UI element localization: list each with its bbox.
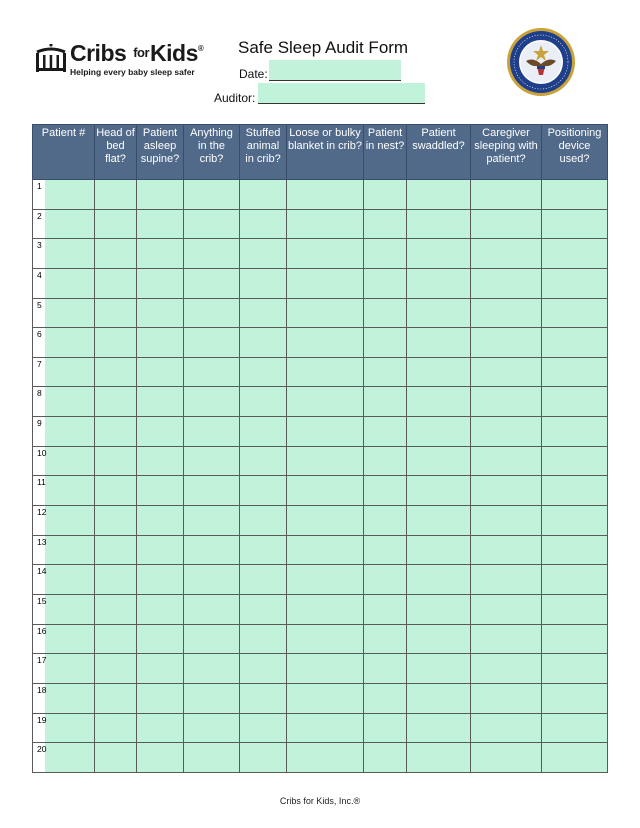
patient-number-field[interactable] [45,476,94,505]
patient-number-field[interactable] [45,417,94,446]
audit-answer-field[interactable] [471,683,542,713]
table-row [33,239,608,269]
audit-answer-field[interactable] [364,298,407,328]
audit-answer-field[interactable] [542,268,608,298]
patient-number-field[interactable] [45,536,94,565]
patient-number-cell[interactable] [33,476,95,506]
audit-answer-field[interactable] [407,506,471,536]
audit-answer-field[interactable] [471,476,542,506]
form-title: Safe Sleep Audit Form [238,38,409,57]
audit-answer-field[interactable] [287,209,364,239]
audit-answer-field[interactable] [137,535,184,565]
patient-number-field[interactable] [45,269,94,298]
table-row [33,594,608,624]
audit-answer-field[interactable] [542,713,608,743]
audit-answer-field[interactable] [184,713,240,743]
audit-answer-field[interactable] [542,180,608,210]
audit-answer-field[interactable] [95,506,137,536]
audit-answer-field[interactable] [287,180,364,210]
audit-answer-field[interactable] [184,239,240,269]
audit-answer-field[interactable] [471,328,542,358]
audit-answer-field[interactable] [407,743,471,773]
audit-answer-field[interactable] [240,683,287,713]
table-row [33,743,608,773]
patient-number-cell[interactable] [33,654,95,684]
audit-answer-field[interactable] [137,328,184,358]
audit-answer-field[interactable] [137,298,184,328]
audit-answer-field[interactable] [471,387,542,417]
audit-answer-field[interactable] [240,446,287,476]
audit-answer-field[interactable] [95,417,137,447]
audit-answer-field[interactable] [287,565,364,595]
audit-answer-field[interactable] [137,713,184,743]
audit-answer-field[interactable] [542,298,608,328]
footer-copyright: Cribs for Kids, Inc.® [279,796,361,806]
audit-answer-field[interactable] [95,683,137,713]
patient-number: 9 [37,418,42,429]
audit-answer-field[interactable] [542,446,608,476]
audit-answer-field[interactable] [287,535,364,565]
patient-number-field[interactable] [45,299,94,328]
column-header: Anything in the crib? [184,125,240,180]
patient-number-field[interactable] [45,595,94,624]
audit-answer-field[interactable] [184,180,240,210]
audit-answer-field[interactable] [471,239,542,269]
audit-answer-field[interactable] [407,713,471,743]
patient-number-field[interactable] [45,328,94,357]
audit-answer-field[interactable] [184,743,240,773]
audit-answer-field[interactable] [137,683,184,713]
audit-answer-field[interactable] [471,357,542,387]
audit-answer-field[interactable] [287,298,364,328]
audit-answer-field[interactable] [240,298,287,328]
table-row [33,357,608,387]
audit-answer-field[interactable] [240,535,287,565]
audit-answer-field[interactable] [95,535,137,565]
audit-answer-field[interactable] [287,683,364,713]
audit-answer-field[interactable] [137,624,184,654]
audit-answer-field[interactable] [95,594,137,624]
patient-number-cell[interactable] [33,268,95,298]
audit-answer-field[interactable] [471,506,542,536]
patient-number: 20 [37,744,47,755]
date-field[interactable] [269,60,401,81]
patient-number: 15 [37,595,47,606]
audit-answer-field[interactable] [240,624,287,654]
audit-answer-field[interactable] [184,357,240,387]
patient-number-field[interactable] [45,239,94,268]
patient-number-cell[interactable] [33,446,95,476]
audit-answer-field[interactable] [542,209,608,239]
audit-answer-field[interactable] [542,239,608,269]
audit-answer-field[interactable] [407,446,471,476]
audit-answer-field[interactable] [364,268,407,298]
audit-answer-field[interactable] [95,624,137,654]
audit-answer-field[interactable] [364,387,407,417]
patient-number-field[interactable] [45,387,94,416]
audit-answer-field[interactable] [184,594,240,624]
patient-number: 12 [37,507,47,518]
audit-answer-field[interactable] [542,594,608,624]
table-body [33,180,608,773]
audit-answer-field[interactable] [184,476,240,506]
audit-answer-field[interactable] [184,328,240,358]
audit-answer-field[interactable] [137,743,184,773]
patient-number-field[interactable] [45,654,94,683]
audit-answer-field[interactable] [95,565,137,595]
patient-number-cell[interactable] [33,357,95,387]
audit-answer-field[interactable] [137,209,184,239]
table-row [33,209,608,239]
audit-answer-field[interactable] [95,713,137,743]
table-row [33,180,608,210]
audit-answer-field[interactable] [240,506,287,536]
patient-number: 17 [37,655,47,666]
audit-answer-field[interactable] [407,417,471,447]
column-header: Patient in nest? [364,125,407,180]
patient-number-field[interactable] [45,358,94,387]
audit-answer-field[interactable] [407,535,471,565]
table-row [33,446,608,476]
audit-answer-field[interactable] [137,387,184,417]
audit-answer-field[interactable] [542,387,608,417]
audit-answer-field[interactable] [240,476,287,506]
audit-answer-field[interactable] [240,743,287,773]
patient-number-field[interactable] [45,684,94,713]
patient-number-cell[interactable] [33,683,95,713]
audit-answer-field[interactable] [287,476,364,506]
audit-answer-field[interactable] [137,654,184,684]
audit-answer-field[interactable] [240,268,287,298]
audit-answer-field[interactable] [407,239,471,269]
audit-answer-field[interactable] [240,713,287,743]
header-row [33,125,608,180]
audit-answer-field[interactable] [287,357,364,387]
audit-answer-field[interactable] [542,565,608,595]
audit-answer-field[interactable] [471,298,542,328]
audit-answer-field[interactable] [184,506,240,536]
audit-answer-field[interactable] [407,298,471,328]
audit-answer-field[interactable] [407,565,471,595]
audit-answer-field[interactable] [95,387,137,417]
patient-number-field[interactable] [45,447,94,476]
patient-number-cell[interactable] [33,743,95,773]
audit-answer-field[interactable] [407,387,471,417]
patient-number: 11 [37,477,46,488]
patient-number-cell[interactable] [33,624,95,654]
table-row [33,387,608,417]
audit-answer-field[interactable] [407,624,471,654]
patient-number: 13 [37,536,47,547]
audit-answer-field[interactable] [95,180,137,210]
column-header: Head of bed flat? [95,125,137,180]
patient-number: 1 [37,181,42,191]
audit-answer-field[interactable] [364,683,407,713]
table-row [33,476,608,506]
logo-tagline: Helping every baby sleep safer [70,67,195,77]
patient-number: 14 [37,566,47,577]
audit-answer-field[interactable] [95,298,137,328]
patient-number: 18 [37,684,47,695]
audit-answer-field[interactable] [287,328,364,358]
audit-answer-field[interactable] [471,624,542,654]
audit-answer-field[interactable] [137,357,184,387]
table-row [33,654,608,684]
audit-answer-field[interactable] [364,654,407,684]
audit-answer-field[interactable] [240,417,287,447]
patient-number-cell[interactable] [33,506,95,536]
audit-answer-field[interactable] [542,328,608,358]
patient-number-field[interactable] [45,210,94,239]
audit-answer-field[interactable] [240,328,287,358]
audit-answer-field[interactable] [240,357,287,387]
audit-answer-field[interactable] [137,446,184,476]
audit-answer-field[interactable] [184,535,240,565]
audit-answer-field[interactable] [287,239,364,269]
audit-answer-field[interactable] [364,535,407,565]
audit-answer-field[interactable] [95,357,137,387]
audit-answer-field[interactable] [240,565,287,595]
audit-answer-field[interactable] [542,476,608,506]
audit-answer-field[interactable] [542,417,608,447]
audit-answer-field[interactable] [542,535,608,565]
column-header: Positioning device used? [542,125,608,180]
audit-answer-field[interactable] [287,268,364,298]
audit-answer-field[interactable] [542,683,608,713]
patient-number-cell[interactable] [33,535,95,565]
audit-answer-field[interactable] [407,683,471,713]
crib-icon [34,44,68,74]
logo-for: for [133,45,150,60]
logo-registered: ® [197,44,204,53]
audit-answer-field[interactable] [471,654,542,684]
table-row [33,298,608,328]
audit-answer-field[interactable] [364,565,407,595]
patient-number-cell[interactable] [33,594,95,624]
audit-answer-field[interactable] [184,624,240,654]
audit-answer-field[interactable] [471,180,542,210]
audit-answer-field[interactable] [542,743,608,773]
patient-number: 10 [37,447,47,458]
audit-answer-field[interactable] [542,624,608,654]
audit-answer-field[interactable] [95,446,137,476]
audit-answer-field[interactable] [184,268,240,298]
audit-answer-field[interactable] [407,594,471,624]
table-row [33,268,608,298]
audit-answer-field[interactable] [407,180,471,210]
cribs-for-kids-logo [34,40,204,80]
audit-answer-field[interactable] [364,713,407,743]
patient-number-cell[interactable] [33,387,95,417]
patient-number-field[interactable] [45,714,94,743]
audit-answer-field[interactable] [407,654,471,684]
audit-answer-field[interactable] [364,417,407,447]
audit-answer-field[interactable] [240,239,287,269]
audit-answer-field[interactable] [471,535,542,565]
logo-cribs: Cribs [70,40,127,66]
date-label: Date: [239,67,268,81]
audit-answer-field[interactable] [407,209,471,239]
patient-number-field[interactable] [45,506,94,535]
audit-answer-field[interactable] [137,565,184,595]
patient-number-cell[interactable] [33,298,95,328]
audit-table [32,124,608,773]
column-header: Patient swaddled? [407,125,471,180]
department-of-defense-seal-icon [506,27,576,97]
table-row [33,624,608,654]
patient-number: 19 [37,714,47,725]
audit-answer-field[interactable] [137,594,184,624]
audit-answer-field[interactable] [287,594,364,624]
audit-answer-field[interactable] [407,268,471,298]
logo-kids: Kids [150,40,198,66]
audit-answer-field[interactable] [364,594,407,624]
patient-number: 3 [37,240,42,251]
audit-answer-field[interactable] [95,239,137,269]
audit-answer-field[interactable] [287,743,364,773]
table-row [33,535,608,565]
audit-answer-field[interactable] [407,476,471,506]
audit-answer-field[interactable] [471,268,542,298]
table-row [33,565,608,595]
patient-number: 5 [37,299,42,310]
audit-answer-field[interactable] [407,357,471,387]
audit-answer-field[interactable] [184,565,240,595]
audit-answer-field[interactable] [407,328,471,358]
column-header: Patient asleep supine? [137,125,184,180]
audit-answer-field[interactable] [137,268,184,298]
audit-answer-field[interactable] [287,387,364,417]
audit-answer-field[interactable] [240,387,287,417]
audit-answer-field[interactable] [184,654,240,684]
audit-answer-field[interactable] [137,476,184,506]
audit-answer-field[interactable] [471,713,542,743]
audit-answer-field[interactable] [184,209,240,239]
patient-number: 6 [37,329,42,340]
audit-answer-field[interactable] [542,357,608,387]
patient-number-cell[interactable] [33,713,95,743]
audit-answer-field[interactable] [287,506,364,536]
patient-number-cell[interactable] [33,565,95,595]
logo-wordmark [70,40,203,67]
patient-number-cell[interactable] [33,417,95,447]
table-row [33,506,608,536]
patient-number: 16 [37,625,47,636]
audit-answer-field[interactable] [95,209,137,239]
audit-answer-field[interactable] [364,506,407,536]
audit-answer-field[interactable] [240,209,287,239]
table-row [33,417,608,447]
audit-answer-field[interactable] [184,446,240,476]
patient-number: 2 [37,210,42,221]
patient-number-field[interactable] [45,625,94,654]
column-header: Patient # [33,125,95,180]
audit-answer-field[interactable] [287,654,364,684]
audit-answer-field[interactable] [95,328,137,358]
patient-number-field[interactable] [45,743,94,772]
patient-number: 7 [37,358,42,369]
audit-answer-field[interactable] [364,476,407,506]
audit-answer-field[interactable] [364,357,407,387]
audit-answer-field[interactable] [471,594,542,624]
patient-number-field[interactable] [45,565,94,594]
audit-answer-field[interactable] [471,743,542,773]
auditor-label: Auditor: [214,91,256,105]
audit-answer-field[interactable] [95,654,137,684]
audit-answer-field[interactable] [184,683,240,713]
audit-answer-field[interactable] [184,298,240,328]
audit-answer-field[interactable] [364,446,407,476]
audit-answer-field[interactable] [364,180,407,210]
audit-answer-field[interactable] [364,624,407,654]
audit-answer-field[interactable] [364,209,407,239]
column-header: Caregiver sleeping with patient? [471,125,542,180]
patient-number-field[interactable] [45,180,94,209]
audit-answer-field[interactable] [471,209,542,239]
audit-answer-field[interactable] [364,239,407,269]
table-row [33,683,608,713]
audit-answer-field[interactable] [542,506,608,536]
audit-answer-field[interactable] [95,476,137,506]
patient-number-cell[interactable] [33,180,95,210]
audit-answer-field[interactable] [364,328,407,358]
audit-answer-field[interactable] [471,446,542,476]
table-row [33,328,608,358]
audit-answer-field[interactable] [95,268,137,298]
patient-number: 4 [37,269,42,280]
audit-answer-field[interactable] [240,654,287,684]
audit-answer-field[interactable] [287,417,364,447]
column-header: Stuffed animal in crib? [240,125,287,180]
audit-answer-field[interactable] [137,506,184,536]
patient-number: 8 [37,388,42,399]
audit-answer-field[interactable] [137,417,184,447]
column-header: Loose or bulky blanket in crib? [287,125,364,180]
auditor-field[interactable] [258,83,425,104]
audit-answer-field[interactable] [471,565,542,595]
audit-answer-field[interactable] [471,417,542,447]
audit-answer-field[interactable] [542,654,608,684]
audit-answer-field[interactable] [240,180,287,210]
audit-answer-field[interactable] [137,180,184,210]
table-row [33,713,608,743]
audit-answer-field[interactable] [95,743,137,773]
audit-answer-field[interactable] [287,624,364,654]
audit-answer-field[interactable] [287,446,364,476]
patient-number-cell[interactable] [33,239,95,269]
patient-number-cell[interactable] [33,209,95,239]
audit-answer-field[interactable] [240,594,287,624]
audit-answer-field[interactable] [137,239,184,269]
audit-answer-field[interactable] [184,417,240,447]
audit-answer-field[interactable] [364,743,407,773]
audit-answer-field[interactable] [184,387,240,417]
audit-answer-field[interactable] [287,713,364,743]
patient-number-cell[interactable] [33,328,95,358]
